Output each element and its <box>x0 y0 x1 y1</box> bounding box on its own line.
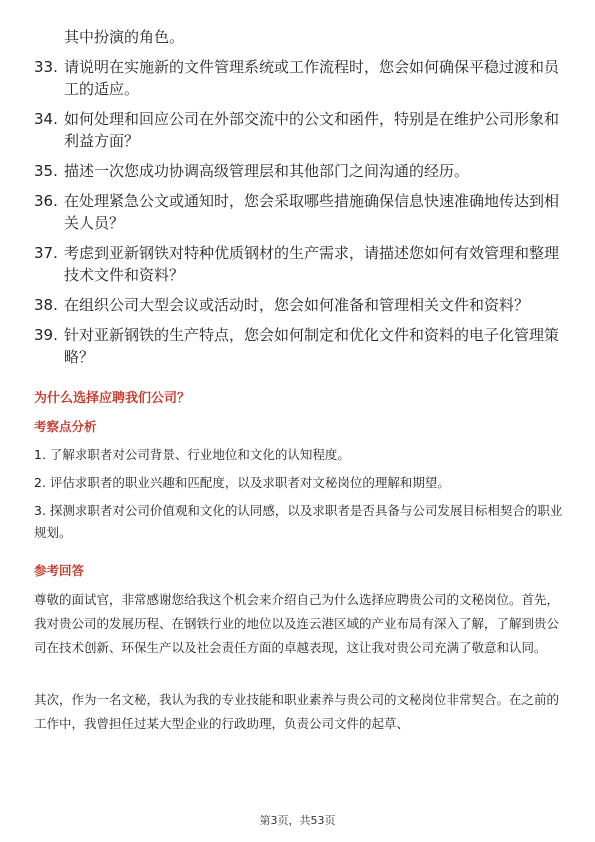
answer-paragraph: 其次，作为一名文秘，我认为我的专业技能和职业素养与贵公司的文秘岗位非常契合。在之前的工作中，我曾担任过某大型企业的行政助理，负责公司文件的起草、 <box>34 692 560 731</box>
answer-title: 参考回答 <box>34 563 85 578</box>
question-item <box>34 294 564 316</box>
question-item <box>34 108 564 152</box>
question-item <box>34 324 564 368</box>
question-text: 考虑到亚新钢铁对特种优质钢材的生产需求，请描述您如何有效管理和整理技术文件和资料？ <box>64 244 560 284</box>
question-item <box>34 56 564 100</box>
question-number: 39. <box>34 326 58 344</box>
question-item <box>34 190 564 234</box>
question-text: 针对亚新钢铁的生产特点，您会如何制定和优化文件和资料的电子化管理策略？ <box>64 326 560 366</box>
question-number: 38. <box>34 296 58 314</box>
question-text: 在处理紧急公文或通知时，您会采取哪些措施确保信息快速准确地传达到相关人员？ <box>64 192 560 232</box>
question-text: 描述一次您成功协调高级管理层和其他部门之间沟通的经历。 <box>64 162 470 180</box>
analysis-item: 1. 了解求职者对公司背景、行业地位和文化的认知程度。 <box>34 447 350 462</box>
question-number: 35. <box>34 162 58 180</box>
analysis-item: 3. 探测求职者对公司价值观和文化的认同感，以及求职者是否具备与公司发展目标相契合的职业规划。 <box>34 503 563 540</box>
question-text: 如何处理和回应公司在外部交流中的公文和函件，特别是在维护公司形象和利益方面？ <box>64 110 560 150</box>
page-number: 第3页，共53页 <box>259 814 336 827</box>
question-number: 36. <box>34 192 58 210</box>
analysis-title: 考察点分析 <box>34 419 97 434</box>
question-number: 34. <box>34 110 58 128</box>
section-title: 为什么选择应聘我们公司？ <box>34 391 191 406</box>
question-continuation: 其中扮演的角色。 <box>64 28 185 46</box>
question-number: 33. <box>34 58 58 76</box>
question-item <box>34 160 564 182</box>
analysis-item: 2. 评估求职者的职业兴趣和匹配度，以及求职者对文秘岗位的理解和期望。 <box>34 475 450 490</box>
document-body <box>34 26 564 736</box>
question-number: 37. <box>34 244 58 262</box>
question-item <box>34 242 564 286</box>
answer-paragraph: 尊敬的面试官，非常感谢您给我这个机会来介绍自己为什么选择应聘贵公司的文秘岗位。首先，我对贵公司的发展历程、在钢铁行业的地位以及连云港区域的产业布局有深入了解，了解到贵公司在技术创新、环保生产以及社会责任方面的卓越表现，这让我对贵公司充满了敬意和认同。 <box>34 592 560 655</box>
question-text: 在组织公司大型会议或活动时，您会如何准备和管理相关文件和资料？ <box>64 296 530 314</box>
question-text: 请说明在实施新的文件管理系统或工作流程时，您会如何确保平稳过渡和员工的适应。 <box>64 58 560 98</box>
